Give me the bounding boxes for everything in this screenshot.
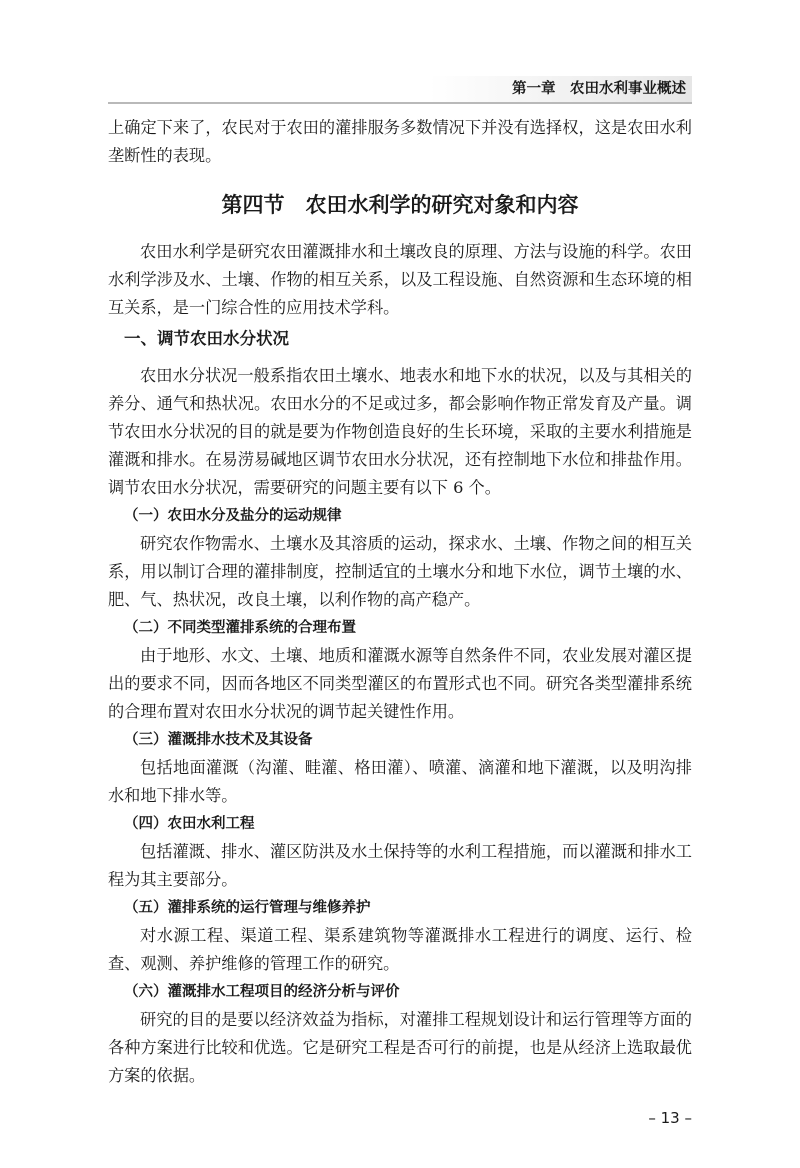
item-text: 包括地面灌溉（沟灌、畦灌、格田灌）、喷灌、滴灌和地下灌溉，以及明沟排水和地下排水等。 — [108, 758, 692, 805]
item-text: 对水源工程、渠道工程、渠系建筑物等灌溉排水工程进行的调度、运行、检查、观测、养护维修的管理工作的研究。 — [108, 926, 692, 973]
item-text: 研究的目的是要以经济效益为指标，对灌排工程规划设计和运行管理等方面的各种方案进行比较和优选。它是研究工程是否可行的前提，也是从经济上选取最优方案的依据。 — [108, 1010, 692, 1085]
item-text: 研究农作物需水、土壤水及其溶质的运动，探求水、土壤、作物之间的相互关系，用以制订合理的灌排制度，控制适宜的土壤水分和地下水位，调节土壤的水、肥、气、热状况，改良土壤，以利作物的高产稳产。 — [108, 534, 692, 609]
running-header — [108, 76, 692, 104]
item-title: （四）农田水利工程 — [124, 816, 255, 832]
page-number: – 13 – — [648, 1109, 692, 1127]
item-title: （六）灌溉排水工程项目的经济分析与评价 — [124, 984, 400, 1000]
subsection-title: 一、调节农田水分状况 — [124, 329, 289, 348]
item-text: 包括灌溉、排水、灌区防洪及水土保持等的水利工程措施，而以灌溉和排水工程为其主要部分。 — [108, 842, 692, 889]
page-body — [108, 114, 692, 1090]
item-title: （三）灌溉排水技术及其设备 — [124, 732, 313, 748]
running-title: 第一章 农田水利事业概述 — [512, 81, 686, 97]
item-title: （一）农田水分及盐分的运动规律 — [124, 508, 342, 524]
section-intro: 农田水利学是研究农田灌溉排水和土壤改良的原理、方法与设施的科学。农田水利学涉及水、土壤、作物的相互关系，以及工程设施、自然资源和生态环境的相互关系，是一门综合性的应用技术学科。 — [108, 242, 692, 317]
item-text: 由于地形、水文、土壤、地质和灌溉水源等自然条件不同，农业发展对灌区提出的要求不同，因而各地区不同类型灌区的布置形式也不同。研究各类型灌排系统的合理布置对农田水分状况的调节起关键性作用。 — [108, 646, 692, 721]
subsection-intro: 农田水分状况一般系指农田土壤水、地表水和地下水的状况，以及与其相关的养分、通气和热状况。农田水分的不足或过多，都会影响作物正常发育及产量。调节农田水分状况的目的就是要为作物创造良好的生长环境，采取的主要水利措施是灌溉和排水。在易涝易碱地区调节农田水分状况，还有控制地下水位和排盐作用。调节农田水分状况，需要研究的问题主要有以下 6 个。 — [108, 366, 692, 497]
item-title: （二）不同类型灌排系统的合理布置 — [124, 620, 356, 636]
item-title: （五）灌排系统的运行管理与维修养护 — [124, 900, 371, 916]
section-title: 第四节 农田水利学的研究对象和内容 — [221, 193, 579, 217]
intro-paragraph: 上确定下来了，农民对于农田的灌排服务多数情况下并没有选择权，这是农田水利垄断性的表现。 — [108, 118, 692, 165]
